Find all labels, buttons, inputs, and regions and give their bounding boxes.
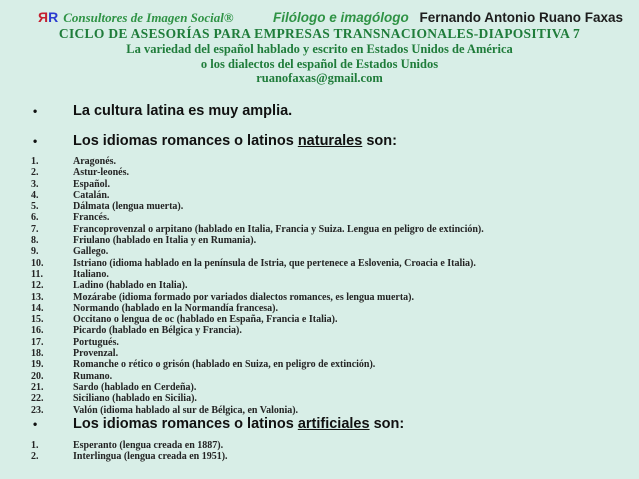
logo-letter-r: R <box>48 9 59 25</box>
list-item-text: Occitano o lengua de oc (hablado en España, Francia e Italia). <box>73 314 338 326</box>
list-item-text: Romanche o rético o grisón (hablado en Suiza, en peligro de extinción). <box>73 359 376 371</box>
list-item-number: 23. <box>31 404 44 416</box>
bullet-text-prefix: Los idiomas romances o latinos <box>73 133 298 149</box>
list-item <box>0 337 639 348</box>
list-item-number: 14. <box>31 302 44 314</box>
list-item <box>0 303 639 314</box>
list-item-text: Aragonés. <box>73 156 117 167</box>
brand-logo <box>38 9 234 26</box>
list-item-number: 2. <box>31 451 39 463</box>
list-item <box>0 325 639 336</box>
list-item-number: 10. <box>31 257 44 269</box>
list-item-text: Siciliano (hablado en Sicilia). <box>73 393 197 405</box>
list-item-number: 11. <box>31 268 43 280</box>
list-item-text: Español. <box>73 178 110 190</box>
list-item-number: 12. <box>31 280 44 292</box>
author-role: Filólogo e imagólogo <box>272 10 409 25</box>
list-item <box>0 405 639 416</box>
brand-name: Consultores de Imagen Social® <box>63 10 234 25</box>
list-item-text: Provenzal. <box>73 348 119 360</box>
list-item <box>0 280 639 291</box>
list-item-text: Normando (hablado en la Normandía francesa). <box>73 302 279 314</box>
list-item-number: 13. <box>31 291 44 303</box>
list-item-text: Mozárabe (idioma formado por variados dialectos romances, es lengua muerta). <box>73 291 414 303</box>
bullet-text-prefix: Los idiomas romances o latinos <box>73 416 298 432</box>
list-item-number: 4. <box>31 189 39 201</box>
bullet-text-suffix: son: <box>362 133 397 149</box>
list-item-number: 17. <box>31 336 44 348</box>
contact-email: ruanofaxas@gmail.com <box>256 71 383 85</box>
slide-title: CICLO DE ASESORÍAS PARA EMPRESAS TRANSNACIONALES-DIAPOSITIVA 7 <box>58 26 581 41</box>
list-item-text: Esperanto (lengua creada en 1887). <box>73 440 224 451</box>
list-item-number: 18. <box>31 348 44 360</box>
list-item-text: Francés. <box>73 212 110 224</box>
list-item <box>0 440 639 451</box>
list-item-text: Ladino (hablado en Italia). <box>73 280 188 292</box>
bullet-text-underlined: artificiales <box>297 416 370 432</box>
list-item <box>0 292 639 303</box>
list-item <box>0 314 639 325</box>
logo-letter-ya: Я <box>38 9 49 25</box>
list-item-number: 21. <box>31 381 44 393</box>
bullet-icon: • <box>33 134 38 148</box>
list-item-number: 16. <box>31 325 44 337</box>
list-item-number: 2. <box>31 167 39 179</box>
list-item <box>0 382 639 393</box>
list-item-text: Francoprovenzal o arpitano (hablado en Italia, Francia y Suiza. Lengua en peligro de extinción). <box>73 223 484 235</box>
list-item-text: Portugués. <box>73 336 119 348</box>
list-item-number: 22. <box>31 393 44 405</box>
list-item <box>0 224 639 235</box>
list-item <box>0 451 639 462</box>
list-item-number: 8. <box>31 235 39 247</box>
list-item-text: Sardo (hablado en Cerdeña). <box>73 381 197 393</box>
list-item <box>0 348 639 359</box>
bullet-icon: • <box>33 417 38 431</box>
header-top-row <box>38 9 623 26</box>
author-byline <box>273 10 623 25</box>
list-item-text: Catalán. <box>73 189 110 201</box>
bullet-icon: • <box>33 104 38 118</box>
list-item-text: Italiano. <box>73 268 109 280</box>
bullet-text <box>73 416 639 432</box>
list-item-text: Dálmata (lengua muerta). <box>73 201 184 213</box>
list-item-number: 5. <box>31 201 39 213</box>
list-item <box>0 393 639 404</box>
list-item-number: 3. <box>31 178 39 190</box>
list-item <box>0 258 639 269</box>
artificial-languages-list <box>0 440 639 463</box>
list-item-number: 7. <box>31 223 39 235</box>
list-item <box>0 156 639 167</box>
list-item <box>0 269 639 280</box>
slide-subtitle-1: La variedad del español hablado y escrito en Estados Unidos de América <box>126 42 513 56</box>
bullet-text-underlined: naturales <box>297 133 363 149</box>
bullet-item-natural-languages <box>0 133 639 149</box>
list-item-text: Friulano (hablado en Italia y en Rumania). <box>73 235 257 247</box>
list-item-text: Interlingua (lengua creada en 1951). <box>73 451 228 463</box>
list-item-text: Valón (idioma hablado al sur de Bélgica, en Valonia). <box>73 404 299 416</box>
bullet-text <box>73 133 639 149</box>
list-item <box>0 235 639 246</box>
list-item <box>0 371 639 382</box>
list-item-number: 19. <box>31 359 44 371</box>
list-item <box>0 167 639 178</box>
list-item-number: 1. <box>31 156 39 167</box>
list-item-number: 9. <box>31 246 39 258</box>
list-item-text: Picardo (hablado en Bélgica y Francia). <box>73 325 242 337</box>
natural-languages-list <box>0 156 639 416</box>
bullet-item-culture <box>0 103 639 119</box>
list-item-text: Istriano (idioma hablado en la península de Istria, que pertenece a Eslovenia, Croacia e Italia). <box>73 257 476 269</box>
list-item <box>0 212 639 223</box>
author-name: Fernando Antonio Ruano Faxas <box>419 10 623 25</box>
list-item <box>0 201 639 212</box>
list-item-number: 15. <box>31 314 44 326</box>
slide-subtitle-2: o los dialectos del español de Estados Unidos <box>200 57 439 71</box>
list-item <box>0 179 639 190</box>
list-item-number: 20. <box>31 370 44 382</box>
list-item <box>0 246 639 257</box>
list-item <box>0 359 639 370</box>
list-item <box>0 190 639 201</box>
list-item-text: Astur-leonés. <box>73 167 130 179</box>
list-item-text: Rumano. <box>73 370 113 382</box>
list-item-text: Gallego. <box>73 246 109 258</box>
bullet-item-artificial-languages <box>0 416 639 432</box>
list-item-number: 6. <box>31 212 39 224</box>
bullet-text: La cultura latina es muy amplia. <box>73 103 293 119</box>
list-item-number: 1. <box>31 440 39 451</box>
bullet-text-suffix: son: <box>369 416 405 432</box>
